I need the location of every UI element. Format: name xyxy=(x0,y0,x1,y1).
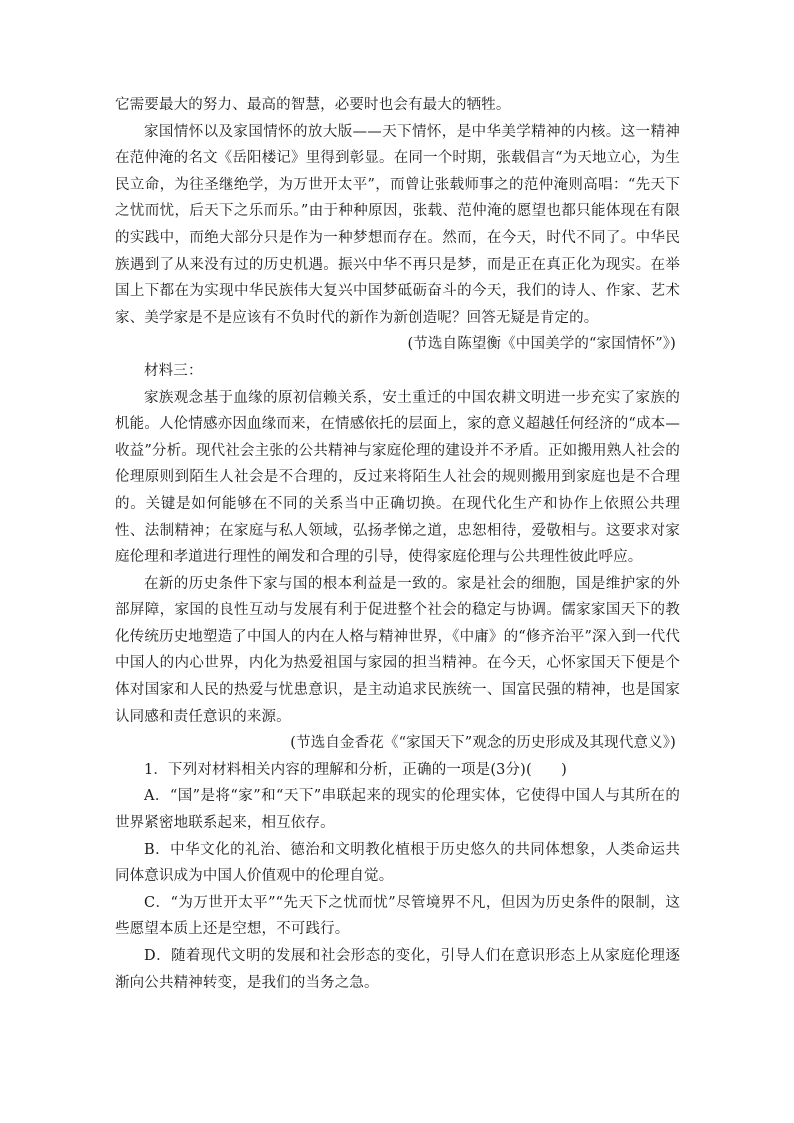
opening-line: 它需要最大的努力、最高的智慧，必要时也会有最大的牺牲。 xyxy=(115,97,511,113)
paragraph-family-concept: 家族观念基于血缘的原初信赖关系，安土重迁的中国农耕文明进一步充实了家族的机能。人伦情感亦因血缘而来，在情感依托的层面上，家的意义超越任何经济的“成本—收益”分析。现代社会主张的公共精神与家庭伦理的建设并不矛盾。正如搬用熟人社会的伦理原则到陌生人社会是不合理的，反过来将陌生人社会的规则搬用到家庭也是不合理的。关键是如何能够在不同的关系当中正确切换。在现代化生产和协作上依照公共理性、法制精神；在家庭与私人领域，弘扬孝悌之道，忠恕相待，爱敬相与。这要求对家庭伦理和孝道进行理性的阐发和合理的引导，使得家庭伦理与公共理性彼此呼应。 xyxy=(115,389,680,566)
option-b: B．中华文化的礼治、德治和文明教化植根于历史悠久的共同体想象，人类命运共同体意识成为中国人价值观中的伦理自觉。 xyxy=(115,841,680,885)
paragraph-home-and-nation: 在新的历史条件下家与国的根本利益是一致的。家是社会的细胞，国是维护家的外部屏障，家国的良性互动与发展有利于促进整个社会的稳定与协调。儒家家国天下的教化传统历史地塑造了中国人的内在人格与精神世界，《中庸》的“修齐治平”深入到一代代中国人的内心世界，内化为热爱祖国与家园的担当精神。在今天，心怀家国天下便是个体对国家和人民的热爱与忧患意识，是主动追求民族统一、国富民强的精神，也是国家认同感和责任意识的来源。 xyxy=(115,575,680,725)
option-a: A．“国”是将“家”和“天下”串联起来的现实的伦理实体，它使得中国人与其所在的世界紧密地联系起来，相互依存。 xyxy=(115,788,680,832)
option-c: C．“为万世开太平”“先天下之忧而忧”尽管境界不凡，但因为历史条件的限制，这些愿望本质上还是空想，不可践行。 xyxy=(115,894,680,938)
option-d: D．随着现代文明的发展和社会形态的变化，引导人们在意识形态上从家庭伦理逐渐向公共精神转变，是我们的当务之急。 xyxy=(115,948,680,991)
question-1: 1．下列对材料相关内容的理解和分析，正确的一项是(3分)( ) xyxy=(144,761,567,778)
material-3-heading: 材料三： xyxy=(144,362,203,379)
paragraph-family-nation-sentiment: 家国情怀以及家国情怀的放大版——天下情怀，是中华美学精神的内核。这一精神在范仲淹的名文《岳阳楼记》里得到彰显。在同一个时期，张载倡言“为天地立心，为生民立命，为往圣继绝学，为万世开太平”，而曾让张载师事之的范仲淹则高唱：“先天下之忧而忧，后天下之乐而乐。”由于种种原因，张载、范仲淹的愿望也都只能体现在有限的实践中，而绝大部分只是作为一种梦想而存在。然而，在今天，时代不同了。中华民族遇到了从来没有过的历史机遇。振兴中华不再只是梦，而是正在真正化为现实。在举国上下都在为实现中华民族伟大复兴中国梦砥砺奋斗的今天，我们的诗人、作家、艺术家、美学家是不是应该有不负时代的新作为新创造呢？回答无疑是肯定的。 xyxy=(115,123,680,326)
source-citation-1: (节选自陈望衡《中国美学的“家国情怀”》) xyxy=(407,336,676,353)
source-citation-2: (节选自金香花《“家国天下”观念的历史形成及其现代意义》) xyxy=(290,735,676,752)
document-page xyxy=(115,92,680,996)
